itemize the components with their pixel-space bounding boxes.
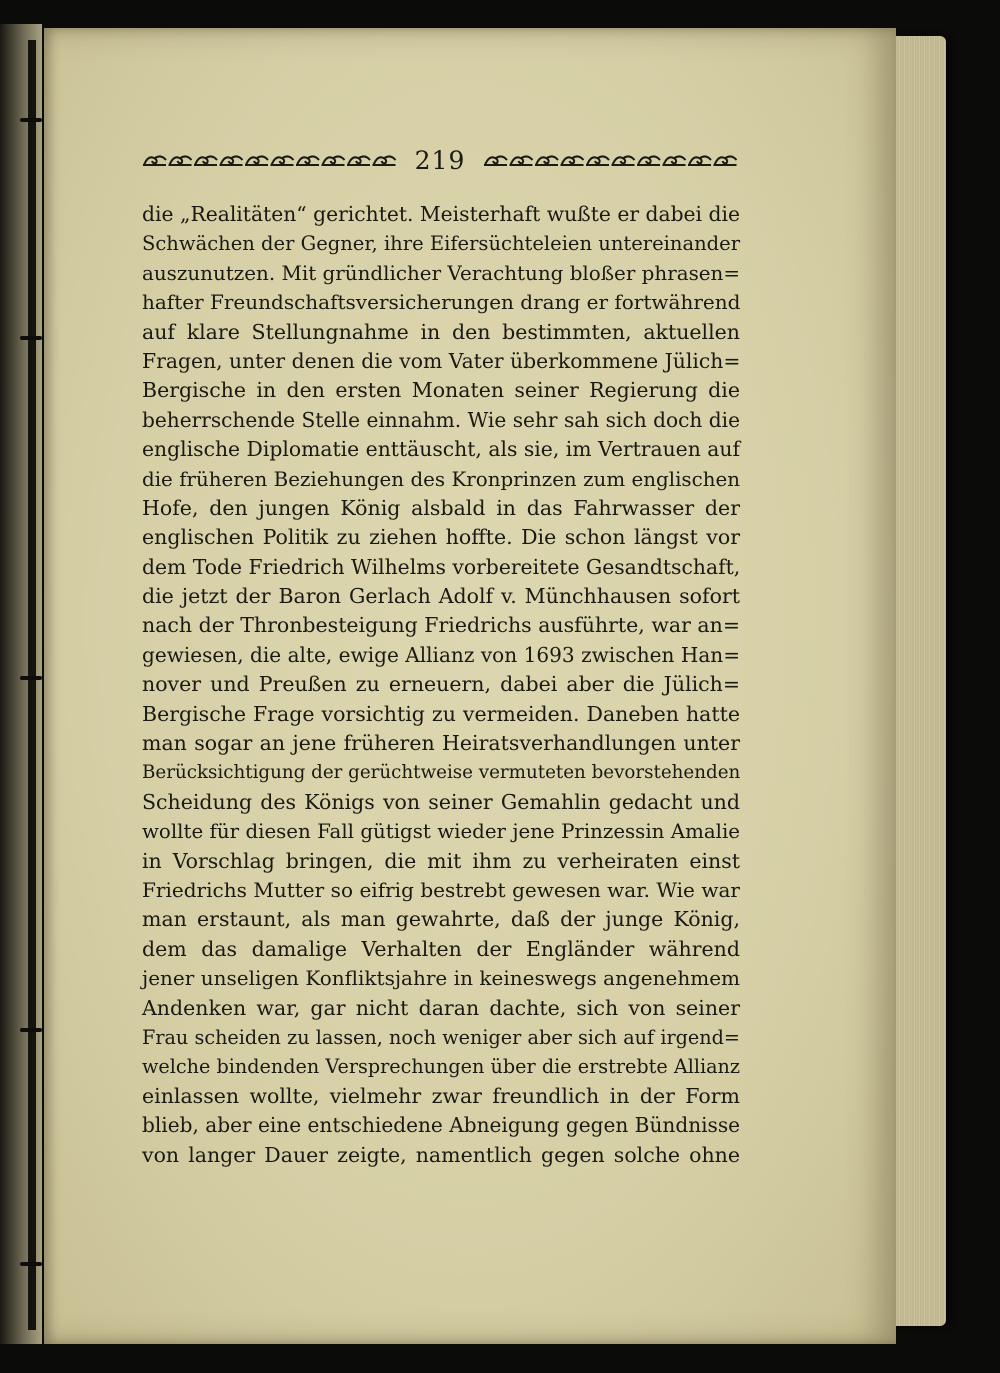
text-line: englische Diplomatie enttäuscht, als sie, im Vertrauen auf [142, 437, 740, 462]
text-line: man sogar an jene früheren Heiratsverhandlungen unter [142, 731, 740, 756]
page-header [142, 140, 738, 180]
text-line: beherrschende Stelle einnahm. Wie sehr sah sich doch die [142, 407, 740, 432]
text-line: Scheidung des Königs von seiner Gemahlin gedacht und [142, 789, 740, 814]
text-line: dem das damalige Verhalten der Engländer während [142, 936, 740, 961]
text-line: Frau scheiden zu lassen, noch weniger aber sich auf irgend= [142, 1025, 740, 1049]
text-line: von langer Dauer zeigte, namentlich gegen solche ohne [142, 1142, 740, 1167]
text-line: die früheren Beziehungen des Kronprinzen zum englischen [142, 467, 740, 491]
text-line: wollte für diesen Fall gütigst wieder jene Prinzessin Amalie [142, 820, 740, 844]
text-line: Fragen, unter denen die vom Vater überkommene Jülich= [142, 348, 741, 373]
page-number: 219 [414, 145, 466, 175]
text-line: die jetzt der Baron Gerlach Adolf v. Münchhausen sofort [142, 584, 740, 609]
text-line: in Vorschlag bringen, die mit ihm zu verheiraten einst [142, 848, 740, 873]
text-line: auf klare Stellungnahme in den bestimmten, aktuellen [142, 319, 740, 344]
text-line: nover und Preußen zu erneuern, dabei aber die Jülich= [142, 672, 740, 697]
ornament-left-icon [142, 152, 397, 168]
text-line: Bergische Frage vorsichtig zu vermeiden. Daneben hatte [142, 701, 740, 726]
binding-stitch [20, 1028, 42, 1032]
text-line: Schwächen der Gegner, ihre Eifersüchteleien untereinander [142, 232, 741, 256]
body-text [142, 200, 740, 1170]
binding-stitch [20, 336, 42, 340]
text-line: auszunutzen. Mit gründlicher Verachtung bloßer phrasen= [142, 261, 741, 285]
binding-stitch [20, 676, 42, 680]
text-line: man erstaunt, als man gewahrte, daß der junge König, [142, 907, 740, 932]
text-line: Bergische in den ersten Monaten seiner Regierung die [142, 378, 740, 403]
text-line: Friedrichs Mutter so eifrig bestrebt gewesen war. Wie war [142, 877, 740, 902]
text-line: nach der Thronbesteigung Friedrichs ausführte, war an= [142, 613, 741, 638]
text-line: jener unseligen Konfliktsjahre in keineswegs angenehmem [142, 966, 740, 991]
text-line: die „Realitäten“ gerichtet. Meisterhaft wußte er dabei die [142, 202, 740, 226]
text-line: blieb, aber eine entschiedene Abneigung gegen Bündnisse [142, 1113, 741, 1138]
text-line: englischen Politik zu ziehen hoffte. Die schon längst vor [142, 525, 740, 550]
text-line: einlassen wollte, vielmehr zwar freundlich in der Form [142, 1083, 740, 1108]
text-line: Hofe, den jungen König alsbald in das Fahrwasser der [142, 495, 740, 520]
binding-stitch [20, 118, 42, 122]
ornament-right-icon [483, 152, 738, 168]
binding-stitch [20, 1262, 42, 1266]
text-line: Berücksichtigung der gerüchtweise vermuteten bevorstehenden [142, 762, 741, 784]
text-line: hafter Freundschaftsversicherungen drang er fortwährend [142, 290, 741, 315]
text-line: Andenken war, gar nicht daran dachte, sich von seiner [142, 995, 740, 1020]
text-line: welche bindenden Versprechungen über die erstrebte Allianz [142, 1055, 740, 1079]
text-line: dem Tode Friedrich Wilhelms vorbereitete Gesandtschaft, [142, 554, 741, 579]
text-line: gewiesen, die alte, ewige Allianz von 1693 zwischen Han= [142, 642, 740, 667]
binding-thread [28, 40, 36, 1330]
